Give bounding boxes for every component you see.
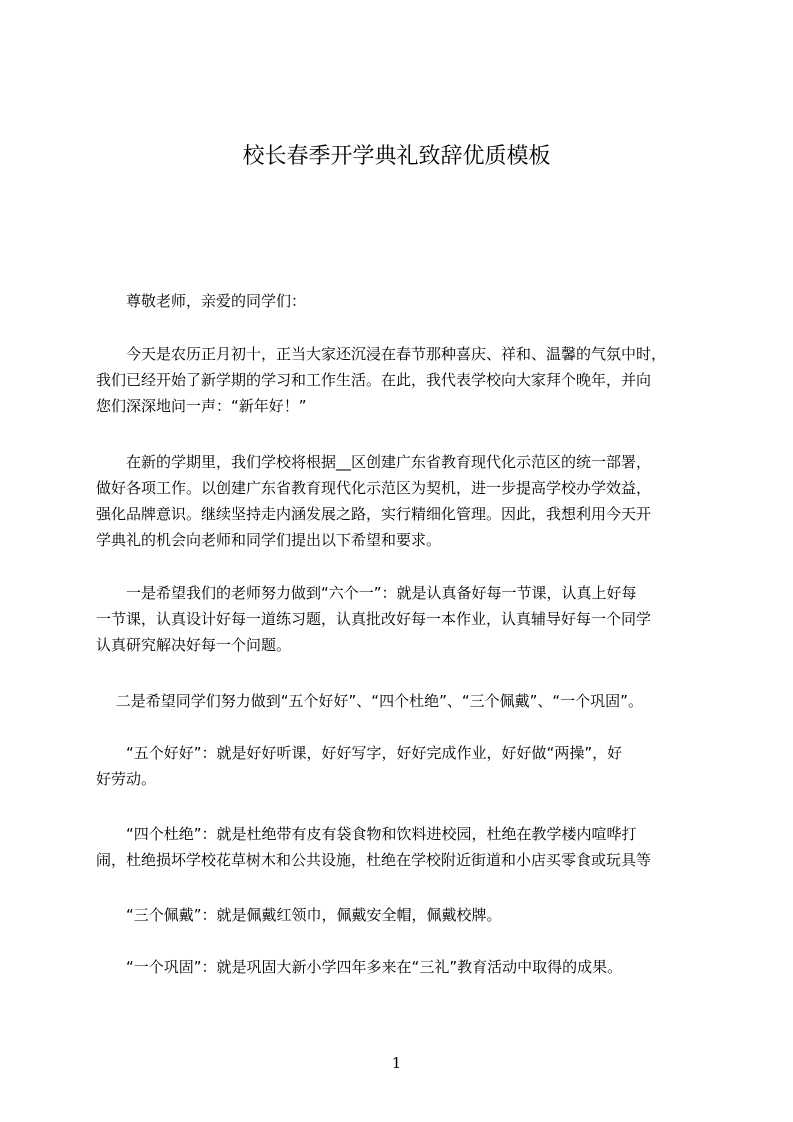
text-line: 今天是农历正月初十，正当大家还沉浸在春节那种喜庆、祥和、温馨的气氛中时， [96, 345, 667, 363]
paragraph-salutation [96, 288, 706, 314]
paragraph-four-prohibitions [96, 821, 706, 873]
text-line: 好劳动。 [96, 770, 157, 788]
text-line: “三个佩戴”：就是佩戴红领巾，佩戴安全帽，佩戴校牌。 [96, 906, 502, 924]
text-line: 我们已经开始了新学期的学习和工作生活。在此，我代表学校向大家拜个晚年，并向 [96, 371, 652, 389]
text-line: “五个好好”：就是好好听课，好好写字，好好完成作业，好好做“两操”，好 [96, 744, 623, 762]
text-line: “四个杜绝”：就是杜绝带有皮有袋食物和饮料进校园，杜绝在教学楼内喧哗打 [96, 825, 637, 843]
paragraph-one-consolidation [96, 954, 706, 980]
paragraph-three-wearings [96, 902, 706, 928]
paragraph-five-goods [96, 740, 706, 792]
text-line: 做好各项工作。以创建广东省教育现代化示范区为契机，进一步提高学校办学效益， [96, 479, 652, 497]
text-line: 二是希望同学们努力做到“五个好好”、“四个杜绝”、“三个佩戴”、“一个巩固”。 [96, 692, 643, 710]
text-line: “一个巩固”：就是巩固大新小学四年多来在“三礼”教育活动中取得的成果。 [96, 958, 623, 976]
paragraph-new-year-greeting [96, 341, 706, 419]
text-line: 一节课，认真设计好每一道练习题，认真批改好每一本作业，认真辅导好每一个同学 [96, 610, 652, 628]
paragraph-student-expectations [96, 688, 706, 714]
text-line: 您们深深地问一声：“新年好！” [96, 397, 307, 415]
text-line: 闹，杜绝损坏学校花草树木和公共设施，杜绝在学校附近街道和小店买零食或玩具等 [96, 851, 652, 869]
paragraph-school-plan [96, 449, 706, 553]
text-line: 学典礼的机会向老师和同学们提出以下希望和要求。 [96, 531, 442, 549]
text-line: 一是希望我们的老师努力做到“六个一”：就是认真备好每一节课，认真上好每 [96, 584, 637, 602]
page-number: 1 [391, 1054, 402, 1072]
document-title: 校长春季开学典礼致辞优质模板 [242, 144, 551, 169]
text-line: 认真研究解决好每一个问题。 [96, 636, 292, 654]
paragraph-teacher-expectations [96, 580, 706, 658]
text-line: 强化品牌意识。继续坚持走内涵发展之路，实行精细化管理。因此，我想利用今天开 [96, 505, 652, 523]
text-line: 尊敬老师，亲爱的同学们： [96, 292, 307, 310]
text-line: 在新的学期里，我们学校将根据__区创建广东省教育现代化示范区的统一部署， [96, 453, 652, 471]
